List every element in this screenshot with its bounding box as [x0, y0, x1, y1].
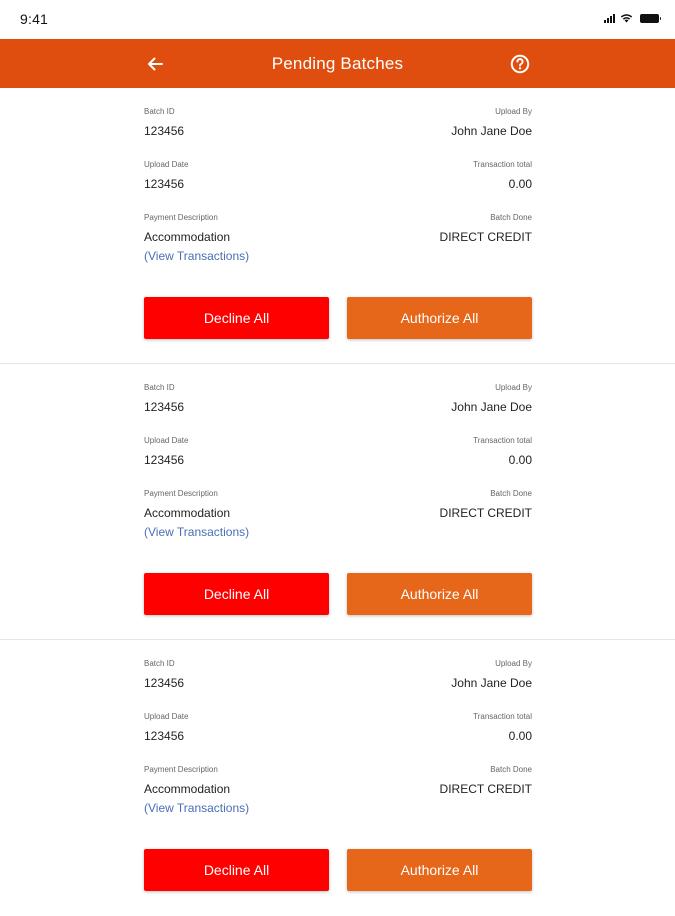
- transaction-total-value: 0.00: [508, 729, 532, 743]
- transaction-total-label: Transaction total: [473, 712, 532, 721]
- batch-card: [0, 364, 675, 640]
- app-header: [0, 39, 675, 88]
- batch-done-field: [440, 213, 532, 244]
- batch-done-field: [440, 489, 532, 520]
- batch-done-value: DIRECT CREDIT: [439, 230, 532, 244]
- upload-date-field: [144, 712, 188, 743]
- batch-id-field: [144, 107, 184, 138]
- payment-description-value: Accommodation: [144, 230, 231, 244]
- upload-by-field: [451, 383, 532, 414]
- transaction-total-label: Transaction total: [473, 436, 532, 445]
- upload-date-field: [144, 160, 188, 191]
- help-circle-icon: [510, 54, 530, 74]
- batch-card: [0, 640, 675, 916]
- upload-by-label: Upload By: [495, 659, 532, 668]
- payment-description-label: Payment Description: [144, 765, 218, 774]
- status-icons: [604, 13, 659, 23]
- batch-id-field: [144, 383, 184, 414]
- batch-done-label: Batch Done: [490, 489, 532, 498]
- batch-id-field: [144, 659, 184, 690]
- authorize-all-button[interactable]: Authorize All: [347, 297, 532, 339]
- status-bar: [0, 0, 675, 39]
- back-button[interactable]: [143, 52, 167, 76]
- batch-card: [0, 88, 675, 364]
- batch-done-label: Batch Done: [490, 213, 532, 222]
- upload-date-field: [144, 436, 188, 467]
- transaction-total-field: [473, 160, 532, 191]
- authorize-all-button[interactable]: Authorize All: [347, 573, 532, 615]
- upload-date-value: 123456: [144, 177, 185, 191]
- payment-description-field: [144, 213, 230, 244]
- batch-done-value: DIRECT CREDIT: [439, 506, 532, 520]
- batch-done-value: DIRECT CREDIT: [439, 782, 532, 796]
- upload-by-value: John Jane Doe: [451, 400, 532, 414]
- upload-date-label: Upload Date: [144, 712, 189, 721]
- help-button[interactable]: [508, 52, 532, 76]
- upload-by-value: John Jane Doe: [451, 676, 532, 690]
- batch-done-field: [440, 765, 532, 796]
- transaction-total-label: Transaction total: [473, 160, 532, 169]
- transaction-total-field: [473, 436, 532, 467]
- upload-by-label: Upload By: [495, 107, 532, 116]
- wifi-icon: [620, 13, 633, 23]
- upload-date-value: 123456: [144, 453, 185, 467]
- upload-date-label: Upload Date: [144, 160, 189, 169]
- payment-description-field: [144, 489, 230, 520]
- upload-by-label: Upload By: [495, 383, 532, 392]
- view-transactions-link[interactable]: (View Transactions): [144, 249, 250, 263]
- batch-id-label: Batch ID: [144, 383, 175, 392]
- decline-all-button[interactable]: Decline All: [144, 573, 329, 615]
- payment-description-value: Accommodation: [144, 506, 231, 520]
- transaction-total-value: 0.00: [508, 453, 532, 467]
- decline-all-button[interactable]: Decline All: [144, 297, 329, 339]
- payment-description-label: Payment Description: [144, 213, 218, 222]
- batch-done-label: Batch Done: [490, 765, 532, 774]
- batch-id-label: Batch ID: [144, 659, 175, 668]
- payment-description-label: Payment Description: [144, 489, 218, 498]
- batch-id-value: 123456: [144, 676, 185, 690]
- payment-description-value: Accommodation: [144, 782, 231, 796]
- battery-icon: [640, 14, 659, 23]
- upload-by-field: [451, 107, 532, 138]
- upload-date-value: 123456: [144, 729, 185, 743]
- page-title: Pending Batches: [271, 53, 404, 73]
- status-time: 9:41: [20, 11, 49, 27]
- cellular-signal-icon: [604, 14, 615, 23]
- view-transactions-link[interactable]: (View Transactions): [144, 801, 250, 815]
- batch-id-value: 123456: [144, 400, 185, 414]
- transaction-total-field: [473, 712, 532, 743]
- decline-all-button[interactable]: Decline All: [144, 849, 329, 891]
- payment-description-field: [144, 765, 230, 796]
- upload-date-label: Upload Date: [144, 436, 189, 445]
- authorize-all-button[interactable]: Authorize All: [347, 849, 532, 891]
- batch-id-label: Batch ID: [144, 107, 175, 116]
- upload-by-field: [451, 659, 532, 690]
- transaction-total-value: 0.00: [508, 177, 532, 191]
- upload-by-value: John Jane Doe: [451, 124, 532, 138]
- view-transactions-link[interactable]: (View Transactions): [144, 525, 250, 539]
- arrow-left-icon: [147, 56, 163, 72]
- batch-id-value: 123456: [144, 124, 185, 138]
